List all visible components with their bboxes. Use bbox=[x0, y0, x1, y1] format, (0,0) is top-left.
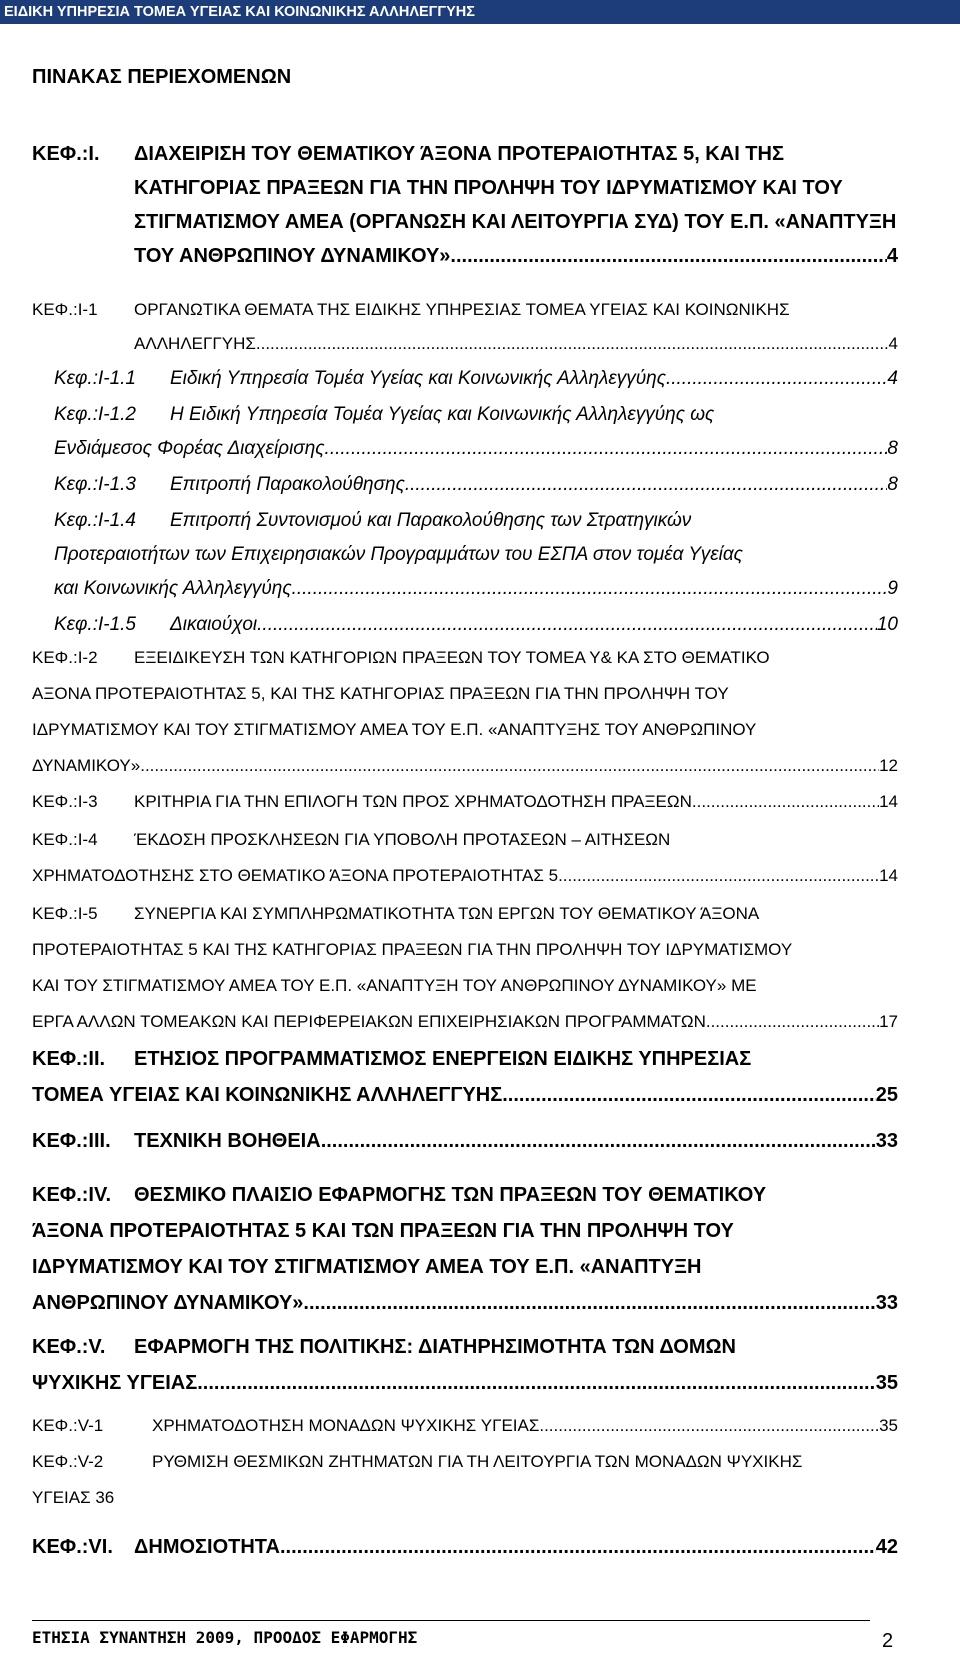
toc-line[interactable] bbox=[32, 756, 898, 776]
footer-rule bbox=[32, 1620, 870, 1621]
toc-page-number: 35 bbox=[875, 1372, 898, 1394]
toc-entry-label: ΚΕΦ.:Ι-1 bbox=[32, 300, 98, 319]
toc-leader-dots bbox=[325, 438, 888, 460]
toc-line[interactable] bbox=[32, 143, 784, 166]
toc-leader-dots bbox=[405, 474, 888, 496]
toc-page-number: 10 bbox=[876, 614, 898, 635]
toc-entry-title: ΤΟΜΕΑ ΥΓΕΙΑΣ ΚΑΙ ΚΟΙΝΩΝΙΚΗΣ ΑΛΛΗΛΕΓΓΥΗΣ bbox=[32, 1084, 503, 1106]
toc-entry-title: ΚΑΤΗΓΟΡΙΑΣ ΠΡΑΞΕΩΝ ΓΙΑ ΤΗΝ ΠΡΟΛΗΨΗ ΤΟΥ ΙΔΡΥΜΑΤΙΣΜΟΥ ΚΑΙ ΤΟΥ bbox=[134, 177, 843, 199]
toc-leader-dots bbox=[140, 756, 879, 776]
toc-line[interactable] bbox=[32, 720, 756, 740]
toc-entry-label: ΚΕΦ.:Ι-5 bbox=[32, 904, 98, 923]
toc-leader-dots bbox=[280, 1536, 876, 1559]
toc-entry-label: ΚΕΦ.:ΙV. bbox=[32, 1184, 112, 1206]
toc-entry-title: ΔΗΜΟΣΙΟΤΗΤΑ bbox=[134, 1536, 280, 1558]
toc-line[interactable] bbox=[32, 1012, 898, 1032]
toc-entry-title: Η Ειδική Υπηρεσία Τομέα Υγείας και Κοινωνικής Αλληλεγγύης ως bbox=[170, 404, 715, 425]
toc-entry-label: ΚΕΦ.:Ι-3 bbox=[32, 792, 98, 811]
toc-entry-title: ΧΡΗΜΑΤΟΔΟΤΗΣΗΣ ΣΤΟ ΘΕΜΑΤΙΚΟ ΆΞΟΝΑ ΠΡΟΤΕΡΑΙΟΤΗΤΑΣ 5 bbox=[32, 866, 559, 885]
toc-line[interactable] bbox=[32, 1372, 898, 1395]
toc-entry-title: ΧΡΗΜΑΤΟΔΟΤΗΣΗ ΜΟΝΑΔΩΝ ΨΥΧΙΚΗΣ ΥΓΕΙΑΣ bbox=[152, 1416, 540, 1435]
toc-entry-label: ΚΕΦ.:Ι. bbox=[32, 143, 100, 165]
toc-page-number: 35 bbox=[879, 1416, 898, 1435]
toc-line[interactable] bbox=[32, 1130, 898, 1153]
toc-leader-dots bbox=[539, 1416, 879, 1436]
toc-entry-label: ΚΕΦ.:VI. bbox=[32, 1536, 113, 1558]
toc-line[interactable] bbox=[134, 334, 898, 354]
toc-line[interactable] bbox=[32, 1416, 898, 1436]
toc-entry-title: ΚΑΙ ΤΟΥ ΣΤΙΓΜΑΤΙΣΜΟΥ ΑΜΕΑ ΤΟΥ Ε.Π. «ΑΝΑΠΤΥΞΗ ΤΟΥ ΑΝΘΡΩΠΙΝΟΥ ΔΥΝΑΜΙΚΟΥ» ΜΕ bbox=[32, 976, 757, 995]
toc-line[interactable] bbox=[32, 300, 790, 320]
toc-entry-title: και Κοινωνικής Αλληλεγγύης bbox=[54, 578, 292, 599]
toc-page-number: 8 bbox=[887, 438, 898, 459]
toc-entry-label: Κεφ.:Ι-1.3 bbox=[54, 474, 136, 495]
page-number: 2 bbox=[882, 1630, 894, 1652]
toc-entry-label: Κεφ.:Ι-1.2 bbox=[54, 404, 136, 425]
toc-entry-title: ΣΤΙΓΜΑΤΙΣΜΟΥ ΑΜΕΑ (ΟΡΓΑΝΩΣΗ ΚΑΙ ΛΕΙΤΟΥΡΓΙΑ ΣΥΔ) ΤΟΥ Ε.Π. «ΑΝΑΠΤΥΞΗ bbox=[134, 211, 897, 233]
toc-entry-label: ΚΕΦ.:V-1 bbox=[32, 1416, 104, 1435]
toc-leader-dots bbox=[257, 614, 877, 636]
toc-entry-title: ΚΡΙΤΗΡΙΑ ΓΙΑ ΤΗΝ ΕΠΙΛΟΓΗ ΤΩΝ ΠΡΟΣ ΧΡΗΜΑΤΟΔΟΤΗΣΗ ΠΡΑΞΕΩΝ bbox=[134, 792, 692, 811]
toc-leader-dots bbox=[450, 245, 886, 268]
toc-line[interactable] bbox=[32, 904, 759, 924]
toc-line[interactable] bbox=[32, 684, 729, 704]
toc-entry-title: ΘΕΣΜΙΚΟ ΠΛΑΙΣΙΟ ΕΦΑΡΜΟΓΗΣ ΤΩΝ ΠΡΑΞΕΩΝ ΤΟΥ ΘΕΜΑΤΙΚΟΥ bbox=[134, 1184, 767, 1206]
toc-page-number: 33 bbox=[875, 1292, 898, 1314]
toc-line[interactable] bbox=[32, 1536, 898, 1559]
toc-line[interactable] bbox=[32, 940, 792, 960]
running-header: ΕΙΔΙΚΗ ΥΠΗΡΕΣΙΑ ΤΟΜΕΑ ΥΓΕΙΑΣ ΚΑΙ ΚΟΙΝΩΝΙΚΗΣ ΑΛΛΗΛΕΓΓΥΗΣ bbox=[0, 0, 960, 24]
toc-entry-title: ΥΓΕΙΑΣ 36 bbox=[32, 1488, 115, 1507]
toc-entry-title: ΆΞΟΝΑ ΠΡΟΤΕΡΑΙΟΤΗΤΑΣ 5 ΚΑΙ ΤΩΝ ΠΡΑΞΕΩΝ ΓΙΑ ΤΗΝ ΠΡΟΛΗΨΗ ΤΟΥ bbox=[32, 1220, 734, 1242]
toc-leader-dots bbox=[706, 1012, 879, 1032]
toc-entry-title: ΤΟΥ ΑΝΘΡΩΠΙΝΟΥ ΔΥΝΑΜΙΚΟΥ» bbox=[134, 245, 451, 267]
toc-entry-title: ΈΚΔΟΣΗ ΠΡΟΣΚΛΗΣΕΩΝ ΓΙΑ ΥΠΟΒΟΛΗ ΠΡΟΤΑΣΕΩΝ – ΑΙΤΗΣΕΩΝ bbox=[134, 830, 671, 849]
toc-entry-label: ΚΕΦ.:V. bbox=[32, 1336, 106, 1358]
toc-entry-label: Κεφ.:Ι-1.5 bbox=[54, 614, 136, 635]
toc-entry-title: Επιτροπή Συντονισμού και Παρακολούθησης των Στρατηγικών bbox=[170, 510, 692, 531]
toc-leader-dots bbox=[692, 792, 879, 812]
toc-line[interactable] bbox=[32, 1048, 751, 1071]
toc-line[interactable] bbox=[32, 976, 757, 996]
toc-leader-dots bbox=[197, 1372, 876, 1395]
toc-line[interactable] bbox=[32, 1184, 766, 1207]
toc-leader-dots bbox=[321, 1130, 876, 1153]
toc-page-number: 25 bbox=[875, 1084, 898, 1106]
toc-line[interactable] bbox=[54, 368, 898, 390]
toc-entry-title: Ειδική Υπηρεσία Τομέα Υγείας και Κοινωνικής Αλληλεγγύης bbox=[170, 368, 666, 389]
toc-entry-title: ΑΛΛΗΛΕΓΓΥΗΣ bbox=[134, 334, 256, 353]
toc-page-number: 17 bbox=[879, 1012, 898, 1031]
toc-leader-dots bbox=[558, 866, 879, 886]
toc-page-number: 9 bbox=[887, 578, 898, 599]
toc-entry-title: ΕΡΓΑ ΑΛΛΩΝ ΤΟΜΕΑΚΩΝ ΚΑΙ ΠΕΡΙΦΕΡΕΙΑΚΩΝ ΕΠΙΧΕΙΡΗΣΙΑΚΩΝ ΠΡΟΓΡΑΜΜΑΤΩΝ bbox=[32, 1012, 706, 1031]
toc-entry-title: ΡΥΘΜΙΣΗ ΘΕΣΜΙΚΩΝ ΖΗΤΗΜΑΤΩΝ ΓΙΑ ΤΗ ΛΕΙΤΟΥΡΓΙΑ ΤΩΝ ΜΟΝΑΔΩΝ ΨΥΧΙΚΗΣ bbox=[152, 1452, 803, 1471]
toc-line[interactable] bbox=[134, 245, 898, 268]
toc-line[interactable] bbox=[54, 438, 898, 460]
toc-entry-label: ΚΕΦ.:ΙΙΙ. bbox=[32, 1130, 111, 1152]
toc-entry-label: Κεφ.:Ι-1.1 bbox=[54, 368, 136, 389]
toc-line[interactable] bbox=[32, 830, 670, 850]
toc-entry-title: ΔΥΝΑΜΙΚΟΥ» bbox=[32, 756, 141, 775]
toc-entry-title: ΕΦΑΡΜΟΓΗ ΤΗΣ ΠΟΛΙΤΙΚΗΣ: ΔΙΑΤΗΡΗΣΙΜΟΤΗΤΑ ΤΩΝ ΔΟΜΩΝ bbox=[134, 1336, 736, 1358]
toc-entry-title: ΔΙΑΧΕΙΡΙΣΗ ΤΟΥ ΘΕΜΑΤΙΚΟΥ ΆΞΟΝΑ ΠΡΟΤΕΡΑΙΟΤΗΤΑΣ 5, ΚΑΙ ΤΗΣ bbox=[134, 143, 784, 165]
toc-line[interactable] bbox=[54, 474, 898, 496]
toc-leader-dots bbox=[292, 578, 888, 600]
toc-line[interactable] bbox=[32, 1084, 898, 1107]
toc-line[interactable] bbox=[32, 1256, 701, 1279]
toc-line[interactable] bbox=[32, 1220, 734, 1243]
toc-page-number: 14 bbox=[879, 866, 898, 885]
page-title: ΠΙΝΑΚΑΣ ΠΕΡΙΕΧΟΜΕΝΩΝ bbox=[32, 66, 292, 88]
toc-line[interactable] bbox=[32, 1336, 736, 1359]
toc-line[interactable] bbox=[32, 792, 898, 812]
toc-entry-label: ΚΕΦ.:Ι-4 bbox=[32, 830, 98, 849]
toc-entry-title: Προτεραιοτήτων των Επιχειρησιακών Προγραμμάτων του ΕΣΠΑ στον τομέα Υγείας bbox=[54, 544, 743, 565]
toc-entry-label: ΚΕΦ.:Ι-2 bbox=[32, 648, 98, 667]
toc-entry-title: ΙΔΡΥΜΑΤΙΣΜΟΥ ΚΑΙ ΤΟΥ ΣΤΙΓΜΑΤΙΣΜΟΥ ΑΜΕΑ ΤΟΥ Ε.Π. «ΑΝΑΠΤΥΞΗ bbox=[32, 1256, 702, 1278]
toc-page-number: 12 bbox=[879, 756, 898, 775]
toc-leader-dots bbox=[303, 1292, 875, 1315]
toc-entry-label: ΚΕΦ.:V-2 bbox=[32, 1452, 104, 1471]
toc-entry-title: ΟΡΓΑΝΩΤΙΚΑ ΘΕΜΑΤΑ ΤΗΣ ΕΙΔΙΚΗΣ ΥΠΗΡΕΣΙΑΣ ΤΟΜΕΑ ΥΓΕΙΑΣ ΚΑΙ ΚΟΙΝΩΝΙΚΗΣ bbox=[134, 300, 790, 319]
toc-page-number: 4 bbox=[888, 334, 898, 353]
toc-entry-title: ΑΝΘΡΩΠΙΝΟΥ ΔΥΝΑΜΙΚΟΥ» bbox=[32, 1292, 304, 1314]
footer-text: ΕΤΗΣΙΑ ΣΥΝΑΝΤΗΣΗ 2009, ΠΡΟΟΔΟΣ ΕΦΑΡΜΟΓΗΣ bbox=[32, 1628, 418, 1647]
toc-line[interactable] bbox=[54, 510, 691, 532]
toc-line[interactable] bbox=[54, 614, 898, 636]
toc-entry-title: ΙΔΡΥΜΑΤΙΣΜΟΥ ΚΑΙ ΤΟΥ ΣΤΙΓΜΑΤΙΣΜΟΥ ΑΜΕΑ ΤΟΥ Ε.Π. «ΑΝΑΠΤΥΞΗΣ ΤΟΥ ΑΝΘΡΩΠΙΝΟΥ bbox=[32, 720, 757, 739]
toc-page-number: 4 bbox=[887, 368, 898, 389]
toc-page-number: 42 bbox=[875, 1536, 898, 1558]
toc-line[interactable] bbox=[54, 578, 898, 600]
toc-line[interactable] bbox=[32, 1488, 114, 1508]
toc-entry-title: ΑΞΟΝΑ ΠΡΟΤΕΡΑΙΟΤΗΤΑΣ 5, ΚΑΙ ΤΗΣ ΚΑΤΗΓΟΡΙΑΣ ΠΡΑΞΕΩΝ ΓΙΑ ΤΗΝ ΠΡΟΛΗΨΗ ΤΟΥ bbox=[32, 684, 729, 703]
toc-entry-title: ΤΕΧΝΙΚΗ ΒΟΗΘΕΙΑ bbox=[134, 1130, 321, 1152]
toc-entry-label: Κεφ.:Ι-1.4 bbox=[54, 510, 136, 531]
toc-page-number: 4 bbox=[886, 245, 898, 267]
toc-entry-title: Ενδιάμεσος Φορέας Διαχείρισης bbox=[54, 438, 325, 459]
toc-entry-title: ΠΡΟΤΕΡΑΙΟΤΗΤΑΣ 5 ΚΑΙ ΤΗΣ ΚΑΤΗΓΟΡΙΑΣ ΠΡΑΞΕΩΝ ΓΙΑ ΤΗΝ ΠΡΟΛΗΨΗ ΤΟΥ ΙΔΡΥΜΑΤΙΣΜΟΥ bbox=[32, 940, 793, 959]
toc-leader-dots bbox=[502, 1084, 876, 1107]
toc-page-number: 8 bbox=[887, 474, 898, 495]
toc-entry-title: ΕΞΕΙΔΙΚΕΥΣΗ ΤΩΝ ΚΑΤΗΓΟΡΙΩΝ ΠΡΑΞΕΩΝ ΤΟΥ ΤΟΜΕΑ Υ& ΚΑ ΣΤΟ ΘΕΜΑΤΙΚΟ bbox=[134, 648, 770, 667]
toc-line[interactable] bbox=[32, 1452, 802, 1472]
toc-entry-title: Δικαιούχοι bbox=[170, 614, 258, 635]
toc-line[interactable] bbox=[54, 544, 743, 566]
toc-entry-title: ΨΥΧΙΚΗΣ ΥΓΕΙΑΣ bbox=[32, 1372, 198, 1394]
toc-entry-title: ΣΥΝΕΡΓΙΑ ΚΑΙ ΣΥΜΠΛΗΡΩΜΑΤΙΚΟΤΗΤΑ ΤΩΝ ΕΡΓΩΝ ΤΟΥ ΘΕΜΑΤΙΚΟΥ ΆΞΟΝΑ bbox=[134, 904, 760, 923]
toc-leader-dots bbox=[666, 368, 887, 390]
toc-line[interactable] bbox=[134, 211, 896, 234]
toc-page-number: 33 bbox=[875, 1130, 898, 1152]
toc-line[interactable] bbox=[32, 648, 770, 668]
toc-entry-label: ΚΕΦ.:ΙΙ. bbox=[32, 1048, 106, 1070]
toc-line[interactable] bbox=[134, 177, 843, 200]
toc-line[interactable] bbox=[54, 404, 714, 426]
toc-page-number: 14 bbox=[879, 792, 898, 811]
toc-entry-title: Επιτροπή Παρακολούθησης bbox=[170, 474, 405, 495]
toc-leader-dots bbox=[256, 334, 889, 354]
toc-line[interactable] bbox=[32, 866, 898, 886]
toc-entry-title: ΕΤΗΣΙΟΣ ΠΡΟΓΡΑΜΜΑΤΙΣΜΟΣ ΕΝΕΡΓΕΙΩΝ ΕΙΔΙΚΗΣ ΥΠΗΡΕΣΙΑΣ bbox=[134, 1048, 752, 1070]
toc-line[interactable] bbox=[32, 1292, 898, 1315]
